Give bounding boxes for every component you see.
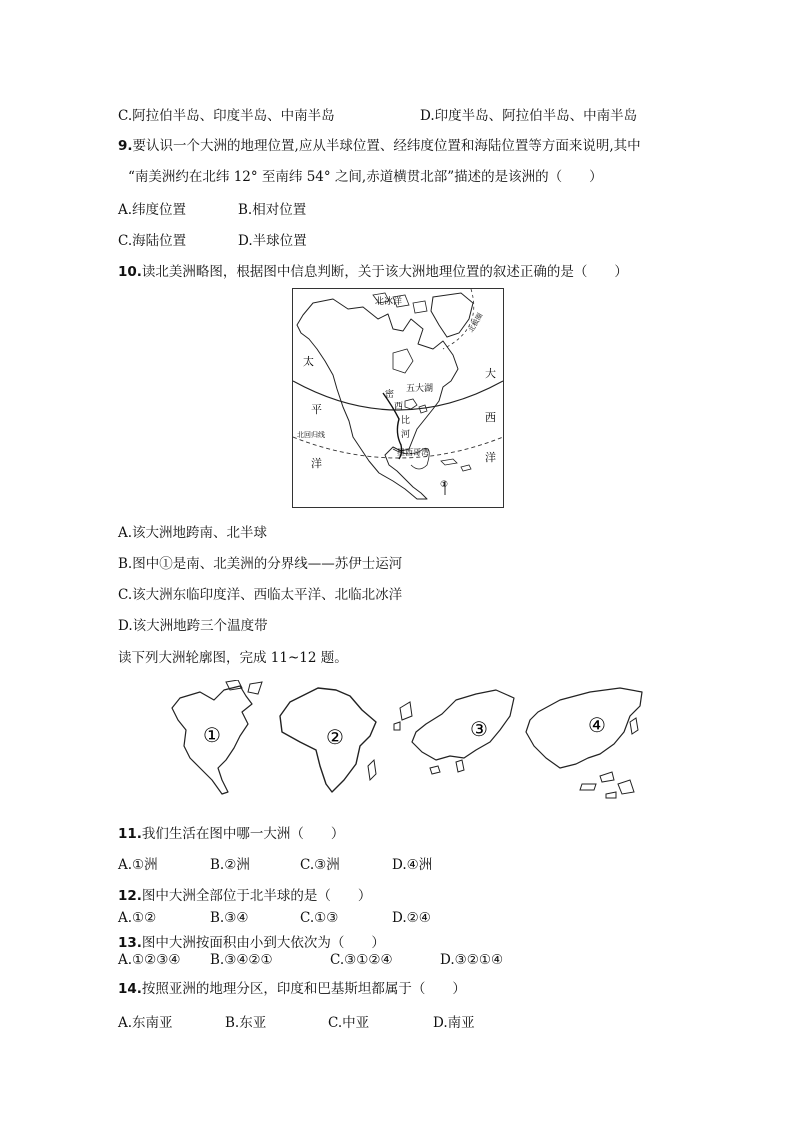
q9-stem-line1: [118, 134, 641, 154]
north-america-map: [292, 288, 504, 508]
q13-stem: [118, 931, 385, 951]
q8-option-c: C.阿拉伯半岛、印度半岛、中南半岛: [118, 108, 335, 124]
q12-stem-text: 图中大洲全部位于北半球的是（ ）: [141, 888, 372, 904]
q12-option-c: C.①③: [300, 910, 339, 926]
q8-option-d: D.印度半岛、阿拉伯半岛、中南半岛: [420, 108, 638, 124]
continent-3-outline: [412, 690, 514, 760]
q14-stem-text: 按照亚洲的地理分区，印度和巴基斯坦都属于（ ）: [141, 981, 466, 997]
label-pacific-3: 洋: [311, 457, 322, 470]
label-gulf-of-mexico: 墨西哥湾: [397, 448, 429, 457]
label-pacific-1: 太: [303, 355, 314, 368]
q9-stem-text: 要认识一个大洲的地理位置,应从半球位置、经纬度位置和海陆位置等方面来说明,其中: [132, 138, 641, 154]
label-mississippi-4: 河: [401, 430, 411, 440]
label-marker-1: ①: [440, 480, 449, 490]
q11-option-d: D.④洲: [392, 857, 433, 873]
continent-4-outline: [526, 688, 642, 768]
label-mississippi-3: 比: [401, 416, 411, 426]
q12-option-d: D.②④: [392, 910, 431, 926]
q14-option-c: C.中亚: [328, 1015, 370, 1031]
q9-option-b: B.相对位置: [238, 202, 307, 218]
q11-number: 11.: [118, 826, 142, 842]
q11-stem-text: 我们生活在图中哪一大洲（ ）: [141, 826, 345, 842]
label-pacific-2: 平: [311, 403, 322, 416]
q13-option-b: B.③④②①: [210, 952, 273, 968]
q14-option-b: B.东亚: [225, 1015, 267, 1031]
caribbean-islands: [441, 459, 471, 471]
q12-number: 12.: [118, 888, 142, 904]
continent-outlines: [130, 680, 660, 805]
continent-3-label: ③: [470, 717, 488, 741]
q10-number: 10.: [118, 264, 142, 280]
q9-option-d: D.半球位置: [238, 233, 307, 249]
q13-option-a: A.①②③④: [118, 952, 181, 968]
q11-option-b: B.②洲: [210, 857, 250, 873]
q12-option-b: B.③④: [210, 910, 249, 926]
label-mississippi-1: 密: [385, 390, 395, 400]
q9-stem-line2: “南美洲约在北纬 12° 至南纬 54° 之间,赤道横贯北部”描述的是该洲的（ ）: [128, 169, 603, 185]
continent-2-label: ②: [326, 725, 344, 749]
continent-4-label: ④: [588, 713, 606, 737]
label-atlantic-2: 西: [485, 411, 496, 424]
q10-option-d: D.该大洲地跨三个温度带: [118, 618, 268, 634]
q10-option-c: C.该大洲东临印度洋、西临太平洋、北临北冰洋: [118, 587, 403, 603]
q13-stem-text: 图中大洲按面积由小到大依次为（ ）: [141, 935, 385, 951]
hudson-bay: [393, 349, 413, 373]
q10-option-a: A.该大洲地跨南、北半球: [118, 525, 268, 541]
continent-outlines-drawing: [130, 680, 660, 805]
q13-number: 13.: [118, 935, 142, 951]
q11-stem: [118, 822, 344, 842]
label-atlantic-1: 大: [485, 367, 496, 380]
label-atlantic-3: 洋: [485, 451, 496, 464]
north-america-map-drawing: [293, 289, 503, 507]
q14-option-d: D.南亚: [433, 1015, 475, 1031]
q9-option-c: C.海陆位置: [118, 233, 187, 249]
label-arctic-ocean: 北冰洋: [375, 297, 403, 307]
q12-stem: [118, 884, 371, 904]
q14-option-a: A.东南亚: [118, 1015, 173, 1031]
label-arctic-circle: 北极圈: [467, 311, 485, 334]
q14-stem: [118, 977, 466, 997]
q9-number: 9.: [118, 138, 133, 154]
label-mississippi-2: 西: [394, 402, 404, 412]
q10-option-b: B.图中①是南、北美洲的分界线——苏伊士运河: [118, 556, 403, 572]
q9-option-a: A.纬度位置: [118, 202, 187, 218]
great-lakes-shape: [405, 399, 427, 413]
q11-option-c: C.③洲: [300, 857, 340, 873]
label-great-lakes: 五大湖: [406, 384, 434, 394]
continent-3-islands: [394, 702, 464, 774]
q12-option-a: A.①②: [118, 910, 157, 926]
q13-option-c: C.③①②④: [330, 952, 393, 968]
q11-option-a: A.①洲: [118, 857, 158, 873]
q10-stem: [118, 260, 628, 280]
q14-number: 14.: [118, 981, 142, 997]
q13-option-d: D.③②①④: [440, 952, 504, 968]
intro-q11-12: 读下列大洲轮廓图，完成 11~12 题。: [118, 650, 348, 666]
label-tropic-of-cancer: 北回归线: [297, 431, 325, 439]
madagascar-outline: [368, 760, 376, 780]
q10-stem-text: 读北美洲略图，根据图中信息判断，关于该大洲地理位置的叙述正确的是（ ）: [141, 264, 628, 280]
continent-1-label: ①: [203, 723, 221, 747]
